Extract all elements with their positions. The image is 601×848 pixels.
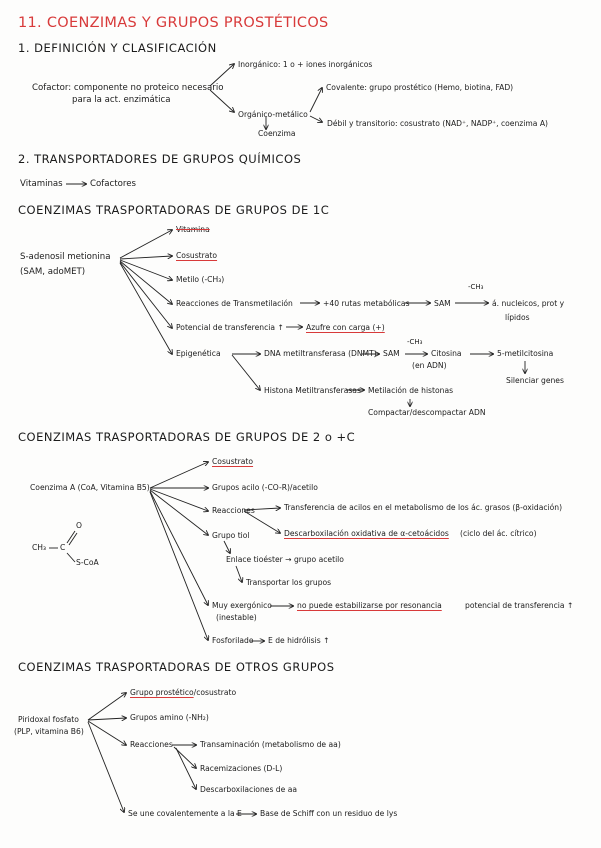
debil-label: Débil y transitorio: cosustrato (NAD⁺, NADP⁺, coenzima A) bbox=[327, 119, 549, 128]
epigenetica-label: Epigenética bbox=[176, 349, 221, 358]
page-title: 11. COENZIMAS Y GRUPOS PROSTÉTICOS bbox=[18, 15, 329, 31]
base-schiff-label: Base de Schiff con un residuo de lys bbox=[260, 809, 398, 818]
inestable-label: (inestable) bbox=[216, 613, 257, 622]
en-adn-label: (en ADN) bbox=[412, 361, 447, 370]
reacciones-label: Reacciones bbox=[212, 506, 255, 515]
ch3-label: -CH₃ bbox=[468, 283, 484, 291]
rutas-label: +40 rutas metabólicas bbox=[323, 299, 410, 308]
coa-label: Coenzima A (CoA, Vitamina B5) bbox=[30, 483, 150, 492]
section-heading-otros: COENZIMAS TRASPORTADORAS DE OTROS GRUPOS bbox=[18, 660, 335, 674]
metilcitosina-label: 5-metilcitosina bbox=[497, 349, 554, 358]
sam-abbrev: (SAM, adoMET) bbox=[20, 267, 86, 277]
reacciones-label-2: Reacciones bbox=[130, 740, 173, 749]
vitaminas-label: Vitaminas bbox=[20, 179, 63, 189]
nucleicos-label: á. nucleicos, prot y bbox=[492, 299, 565, 308]
hidrolisis-label: E de hidrólisis ↑ bbox=[268, 636, 330, 645]
metilacion-label: Metilación de histonas bbox=[368, 386, 454, 395]
silenciar-label: Silenciar genes bbox=[506, 376, 564, 385]
plp-abbrev: (PLP, vitamina B6) bbox=[14, 727, 84, 736]
chem-ch3: CH₃ bbox=[32, 543, 47, 552]
descarboxilaciones-aa-label: Descarboxilaciones de aa bbox=[200, 785, 298, 794]
transmetilacion-label: Reacciones de Transmetilación bbox=[176, 299, 293, 308]
sam-node: SAM bbox=[434, 299, 451, 308]
section-heading-definicion: 1. DEFINICIÓN Y CLASIFICACIÓN bbox=[18, 41, 217, 55]
transferencia-acilos-label: Transferencia de acilos en el metabolismo de los ác. grasos (β-oxidación) bbox=[284, 503, 563, 512]
ch3-label-2: -CH₃ bbox=[407, 338, 423, 346]
chem-scoa: S-CoA bbox=[76, 558, 99, 567]
descarboxilacion-label: Descarboxilación oxidativa de α-cetoácidos bbox=[284, 529, 449, 538]
transaminacion-label: Transaminación (metabolismo de aa) bbox=[200, 740, 341, 749]
fosforilado-label: Fosforilado bbox=[212, 636, 254, 645]
sam-label: S-adenosil metionina bbox=[20, 252, 111, 262]
no-estabilizarse-label: no puede estabilizarse por resonancia bbox=[297, 601, 442, 610]
section-heading-1c: COENZIMAS TRASPORTADORAS DE GRUPOS DE 1C bbox=[18, 203, 330, 217]
metilo-label: Metilo (-CH₃) bbox=[176, 275, 225, 284]
chem-c: C bbox=[60, 543, 66, 552]
section-heading-transportadores: 2. TRANSPORTADORES DE GRUPOS QUÍMICOS bbox=[18, 152, 302, 166]
section-heading-2c: COENZIMAS TRASPORTADORAS DE GRUPOS DE 2 o +C bbox=[18, 430, 356, 444]
lipidos-label: lípidos bbox=[505, 313, 530, 322]
sam-node-2: SAM bbox=[383, 349, 400, 358]
organico-metalico-label: Orgánico-metálico bbox=[238, 110, 308, 119]
coenzima-label: Coenzima bbox=[258, 129, 296, 138]
grupo-tiol-label: Grupo tiol bbox=[212, 531, 250, 540]
ciclo-label: (ciclo del ác. cítrico) bbox=[460, 529, 537, 538]
grupos-amino-label: Grupos amino (-NH₂) bbox=[130, 713, 209, 722]
vitamina-label: Vitamina bbox=[176, 225, 210, 234]
se-une-label: Se une covalentemente a la E bbox=[128, 809, 242, 818]
acilo-label: Grupos acilo (-CO-R)/acetilo bbox=[212, 483, 318, 492]
cofactor-definition: Cofactor: componente no proteico necesario bbox=[32, 83, 224, 93]
plp-label: Piridoxal fosfato bbox=[18, 715, 79, 724]
transportar-label: Transportar los grupos bbox=[246, 578, 332, 587]
cosustrato-label: Cosustrato bbox=[176, 251, 218, 260]
azufre-label: Azufre con carga (+) bbox=[306, 323, 385, 332]
chem-o: O bbox=[76, 521, 82, 530]
exergonico-label: Muy exergónico bbox=[212, 601, 272, 610]
compactar-label: Compactar/descompactar ADN bbox=[368, 408, 486, 417]
citosina-label: Citosina bbox=[431, 349, 462, 358]
histona-label: Histona Metiltransferasas bbox=[264, 386, 361, 395]
cofactor-definition-cont: para la act. enzimática bbox=[72, 95, 171, 105]
enlace-label: Enlace tioéster → grupo acetilo bbox=[226, 555, 344, 564]
covalente-label: Covalente: grupo prostético (Hemo, biotina, FAD) bbox=[326, 83, 514, 92]
potencial-label: Potencial de transferencia ↑ bbox=[176, 323, 284, 332]
cofactores-label: Cofactores bbox=[90, 179, 137, 189]
cosustrato-label-2: Cosustrato bbox=[212, 457, 254, 466]
dnmt-label: DNA metiltransferasa (DNMT) bbox=[264, 349, 377, 358]
inorganico-label: Inorgánico: 1 o + iones inorgánicos bbox=[238, 60, 373, 69]
grupo-prostetico-label: Grupo prostético/cosustrato bbox=[130, 688, 237, 697]
potencial-transf-label: potencial de transferencia ↑ bbox=[465, 601, 574, 610]
racemizaciones-label: Racemizaciones (D-L) bbox=[200, 764, 283, 773]
